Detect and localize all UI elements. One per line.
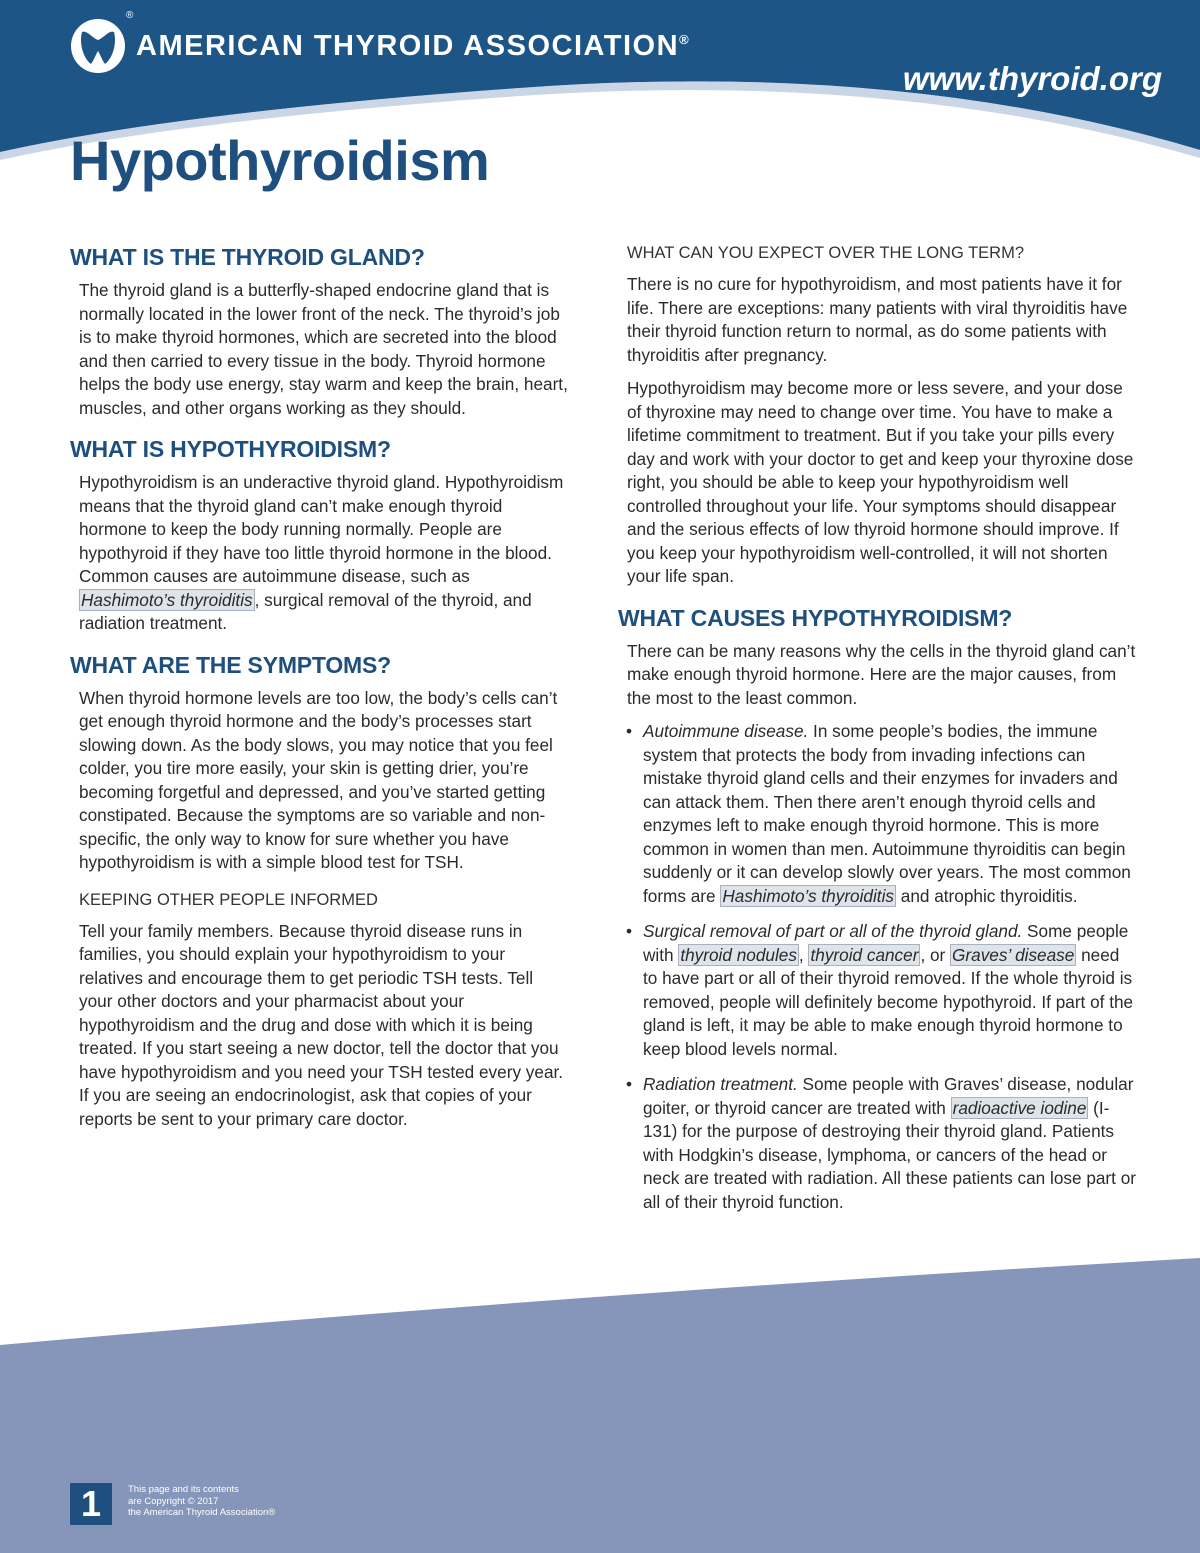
long-term-text-1: There is no cure for hypothyroidism, and most patients have it for life. There are exceptions: many patients with viral thyroiditis have their thyroid function return to normal, as do some patients with thyroiditis after pregnancy.	[627, 274, 1128, 365]
section-symptoms	[70, 652, 570, 875]
page-number: 1	[70, 1483, 112, 1525]
radioactive-iodine-link[interactable]: radioactive iodine	[952, 1097, 1087, 1118]
keeping-informed-text: Tell your family members. Because thyroid disease runs in families, you should explain your hypothyroidism to your relatives and encourage them to get periodic TSH tests. Tell your other doctors and your pharmacist about your hypothyroidism and the drug and dose with which it is being treated. If you start seeing a new doctor, tell the doctor that you have hypothyroidism and you need your TSH tested every year. If you are seeing an endocrinologist, ask that copies of your reports be sent to your primary care doctor.	[79, 920, 564, 1129]
website-url: www.thyroid.org	[902, 60, 1162, 97]
list-item: • Surgical removal of part or all of the thyroid gland. Some people with thyroid nodules , thyroid cancer , or Graves’ disease need to have part or all of their thyroid removed. If the whole thyroid is removed, people will definitely become hypothyroid. If part of the gland is left, it may be able to make enough thyroid hormone to keep blood levels normal.	[626, 921, 1134, 1059]
heading-what-is-hypothyroidism: WHAT IS HYPOTHYROIDISM?	[70, 436, 391, 462]
hashimotos-link[interactable]: Hashimoto’s thyroiditis	[722, 885, 894, 906]
ata-brand	[70, 18, 690, 74]
section-causes	[618, 605, 1138, 1215]
graves-disease-link[interactable]: Graves’ disease	[952, 944, 1075, 965]
right-column	[618, 244, 1138, 1226]
thyroid-nodules-link[interactable]: thyroid nodules	[680, 944, 797, 965]
butterfly-thyroid-logo-icon	[70, 18, 126, 74]
heading-keeping-informed: KEEPING OTHER PEOPLE INFORMED	[79, 890, 378, 909]
section-keeping-informed	[70, 891, 570, 1132]
heading-what-causes: WHAT CAUSES HYPOTHYROIDISM?	[618, 604, 1013, 631]
brand-name: AMERICAN THYROID ASSOCIATION®	[136, 29, 691, 62]
bullet-icon: •	[626, 921, 633, 941]
copyright-notice: This page and its contents are Copyright © 2017 the American Thyroid Association®	[128, 1484, 276, 1518]
hypothyroidism-text: Hypothyroidism is an underactive thyroid gland. Hypothyroidism means that the thyroid gland can’t make enough thyroid hormone to keep the body running normally. People are hypothyroid if they have too little thyroid hormone in the blood. Common causes are autoimmune disease, such as Hashimoto’s thyroiditis , surgical removal of the thyroid, and radiation treatment.	[79, 472, 564, 633]
list-item: • Radiation treatment. Some people with Graves’ disease, nodular goiter, or thyroid cancer are treated with radioactive iodine (I-131) for the purpose of destroying their thyroid gland. Patients with Hodgkin’s disease, lymphoma, or cancers of the head or neck are treated with radiation. All these patients can lose part or all of their thyroid function.	[626, 1074, 1136, 1212]
bullet-icon: •	[626, 1074, 633, 1094]
causes-list	[618, 720, 1138, 1214]
thyroid-gland-text: The thyroid gland is a butterfly-shaped endocrine gland that is normally located in the lower front of the neck. The thyroid’s job is to make thyroid hormones, which are secreted into the blood and then carried to every tissue in the body. Thyroid hormone helps the body use energy, stay warm and keep the brain, heart, muscles, and other organs working as they should.	[79, 280, 568, 418]
section-long-term	[618, 244, 1138, 589]
heading-long-term: WHAT CAN YOU EXPECT OVER THE LONG TERM?	[627, 244, 1024, 262]
heading-what-is-thyroid-gland: WHAT IS THE THYROID GLAND?	[70, 244, 425, 270]
bullet-icon: •	[626, 721, 633, 741]
left-column	[70, 244, 570, 1141]
causes-intro: There can be many reasons why the cells in the thyroid gland can’t make enough thyroid hormone. Here are the major causes, from the most to the least common.	[627, 640, 1136, 708]
section-hypothyroidism	[70, 436, 570, 636]
symptoms-text: When thyroid hormone levels are too low, the body’s cells can’t get enough thyroid hormone and the body’s processes start slowing down. As the body slows, you may notice that you feel colder, you tire more easily, your skin is getting drier, you’re becoming forgetful and depressed, and you’ve started getting constipated. Because the symptoms are so variable and non-specific, the only way to know for sure whether you have hypothyroidism is with a simple blood test for TSH.	[79, 687, 558, 872]
list-item: • Autoimmune disease. In some people’s bodies, the immune system that protects the body from invading infections can mistake thyroid gland cells and their enzymes for invaders and can attack them. Then there aren’t enough thyroid cells and enzymes left to make enough thyroid hormone. This is more common in women than men. Autoimmune thyroiditis can begin suddenly or it can develop slowly over years. The most common forms are Hashimoto’s thyroiditis and atrophic thyroiditis.	[626, 721, 1131, 906]
logo-registered-mark: ®	[126, 10, 134, 21]
page-title: Hypothyroidism	[70, 129, 490, 192]
section-thyroid-gland	[70, 244, 570, 420]
heading-what-are-symptoms: WHAT ARE THE SYMPTOMS?	[70, 651, 392, 678]
long-term-text-2: Hypothyroidism may become more or less severe, and your dose of thyroxine may need to change over time. You have to make a lifetime commitment to treatment. But if you take your pills every day and work with your doctor to get and keep your thyroxine dose right, you should be able to keep your hypothyroidism well controlled throughout your life. Your symptoms should disappear and the serious effects of low thyroid hormone should improve. If you keep your hypothyroidism well-controlled, it will not shorten your life span.	[627, 378, 1134, 586]
thyroid-cancer-link[interactable]: thyroid cancer	[810, 944, 919, 965]
hashimotos-link[interactable]: Hashimoto’s thyroiditis	[81, 589, 253, 610]
